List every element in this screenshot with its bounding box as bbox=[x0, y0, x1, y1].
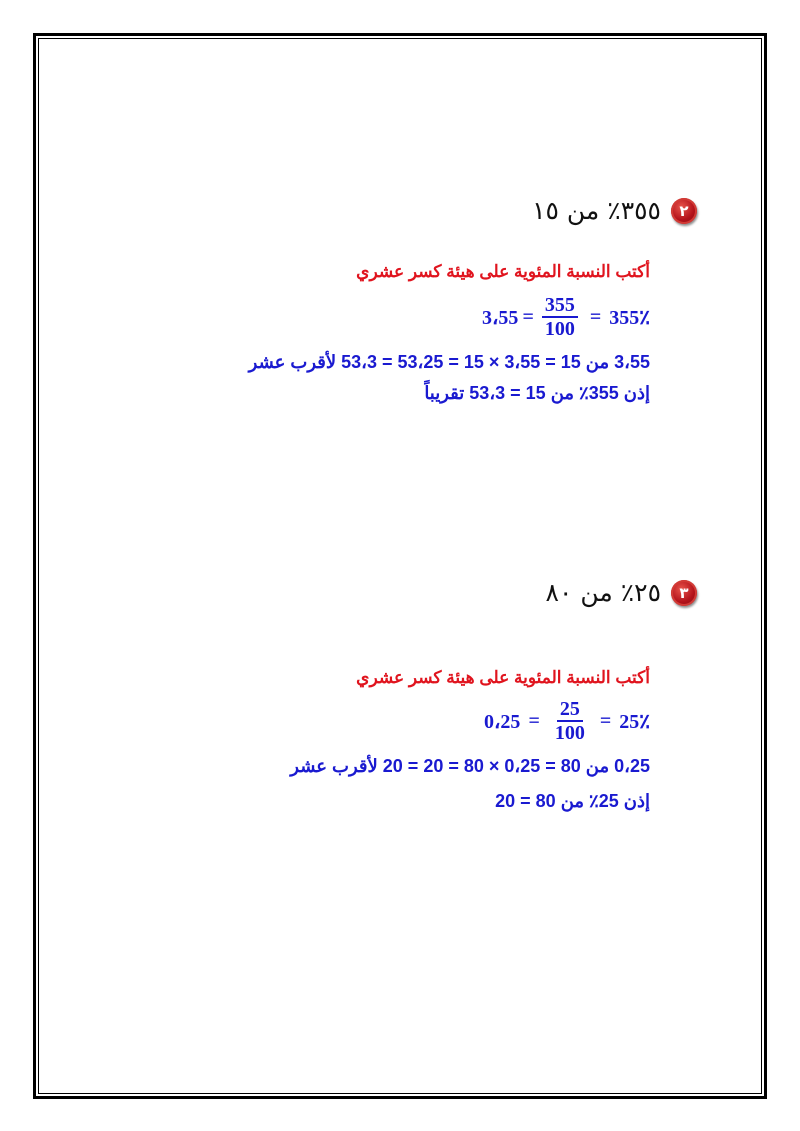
problem-2-heading: ٣٥٥٪ من ١٥ bbox=[532, 196, 661, 225]
problem-3 bbox=[546, 578, 697, 607]
result-line: إذن 355٪ من 15 = 53،3 تقريباً bbox=[424, 383, 650, 403]
fraction-numerator: 355 bbox=[542, 294, 578, 318]
eq-sign: = bbox=[528, 709, 540, 732]
eq-decimal: 3،55 bbox=[481, 306, 519, 329]
eq-percent: 355٪ bbox=[609, 306, 650, 329]
instruction-text: أكتب النسبة المئوية على هيئة كسر عشري bbox=[356, 262, 650, 281]
fraction-denominator: 100 bbox=[554, 722, 585, 744]
instruction-text: أكتب النسبة المئوية على هيئة كسر عشري bbox=[356, 668, 650, 687]
eq-sign: = bbox=[589, 305, 602, 328]
problem-3-solution bbox=[130, 668, 650, 812]
eq-sign: = bbox=[522, 305, 534, 328]
fraction-numerator: 25 bbox=[557, 698, 583, 722]
calculation-line: 3،55 من 15 = 3،55 × 15 = 53،25 = 53،3 لأقرب عشر bbox=[248, 352, 650, 372]
problem-2-header bbox=[532, 196, 697, 225]
fraction-denominator: 100 bbox=[544, 318, 575, 340]
eq-decimal: 0،25 bbox=[483, 710, 521, 733]
problem-2 bbox=[532, 196, 697, 225]
eq-sign: = bbox=[599, 709, 612, 732]
fraction bbox=[542, 294, 578, 340]
calculation-line: 0،25 من 80 = 0،25 × 80 = 20 = 20 لأقرب عشر bbox=[290, 756, 650, 776]
fraction bbox=[552, 698, 588, 744]
percent-fraction-equation bbox=[130, 698, 650, 744]
problem-number-badge-2: ٢ bbox=[671, 198, 697, 224]
problem-3-heading: ٢٥٪ من ٨٠ bbox=[545, 578, 661, 607]
eq-percent: 25٪ bbox=[619, 710, 650, 733]
percent-fraction-equation bbox=[130, 294, 650, 340]
problem-3-header bbox=[546, 578, 697, 607]
problem-2-solution bbox=[130, 262, 650, 404]
result-line: إذن 25٪ من 80 = 20 bbox=[495, 791, 650, 811]
problem-number-badge-3: ٣ bbox=[671, 580, 697, 606]
